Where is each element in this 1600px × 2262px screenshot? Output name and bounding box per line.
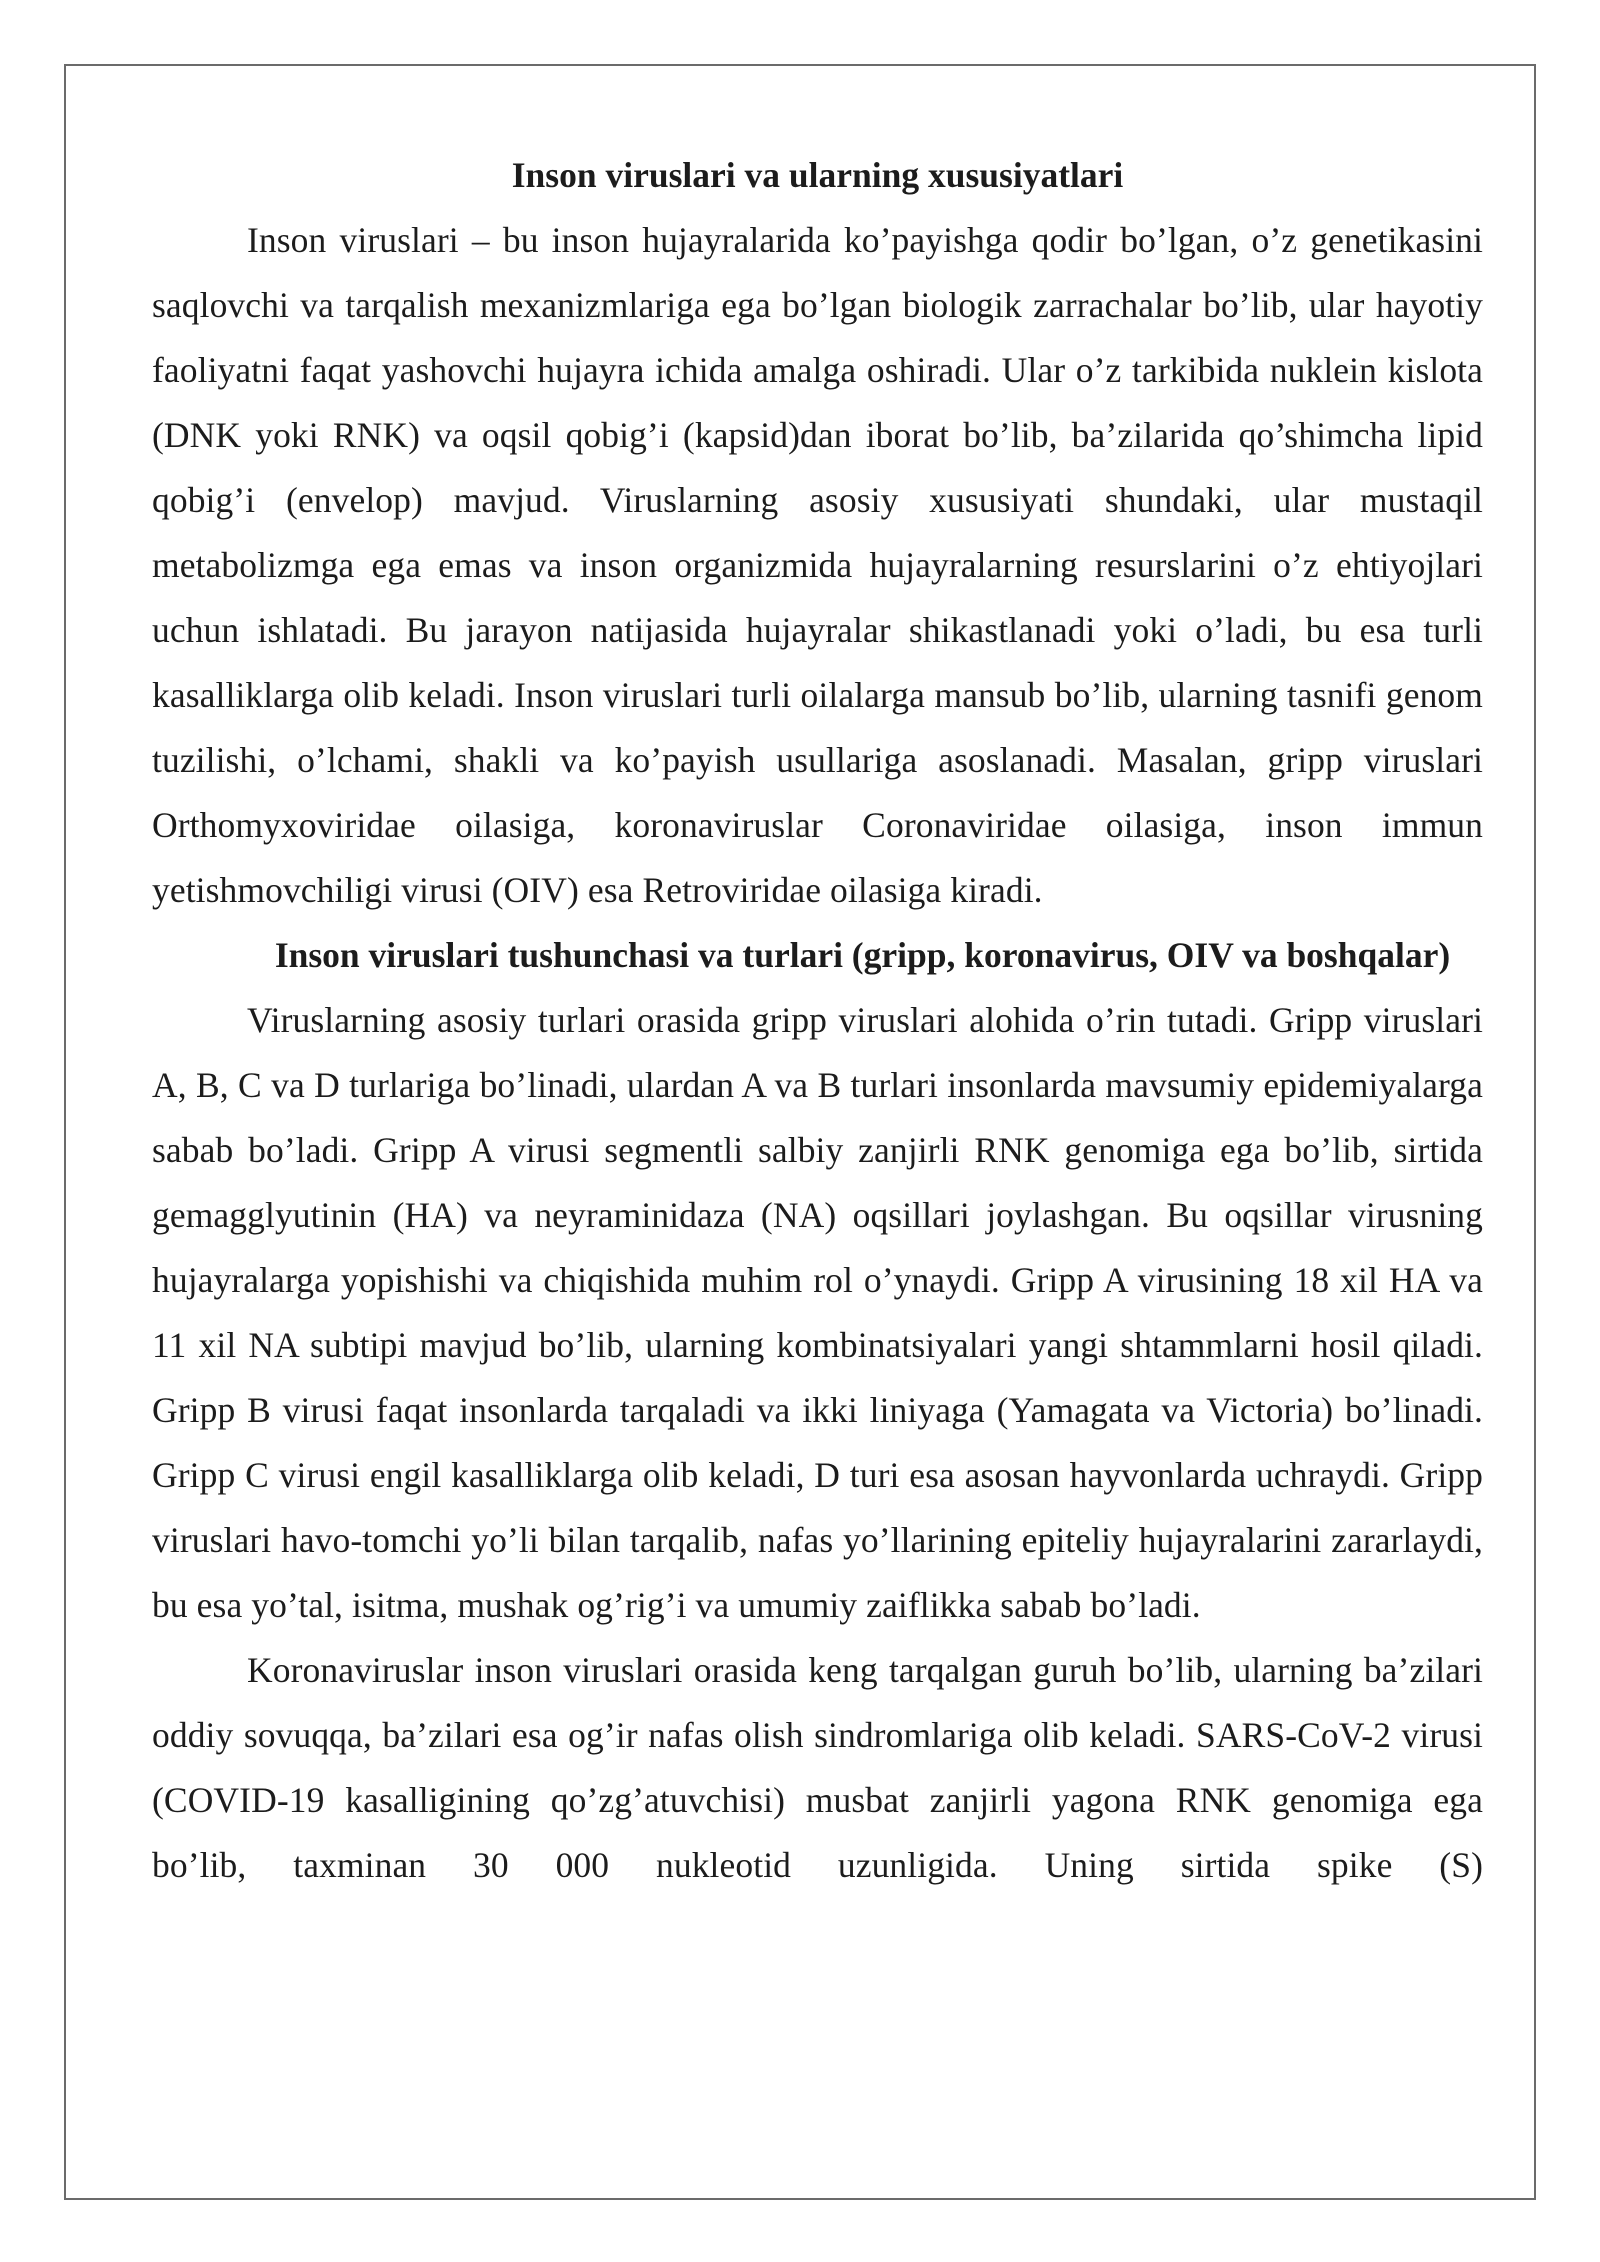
influenza-paragraph: Viruslarning asosiy turlari orasida gripp viruslari alohida o’rin tutadi. Gripp viruslari A, B, C va D turlariga bo’linadi, ulardan A va B turlari insonlarda mavsumiy epidemiyalarga sabab bo’ladi. Gripp A virusi segmentli salbiy zanjirli RNK genomiga ega bo’lib, sirtida gemagglyutinin (HA) va neyraminidaza (NA) oqsillari joylashgan. Bu oqsillar virusning hujayralarga yopishishi va chiqishida muhim rol o’ynaydi. Gripp A virusining 18 xil HA va 11 xil NA subtipi mavjud bo’lib, ularning kombinatsiyalari yangi shtammlarni hosil qiladi. Gripp B virusi faqat insonlarda tarqaladi va ikki liniyaga (Yamagata va Victoria) bo’linadi. Gripp C virusi engil kasalliklarga olib keladi, D turi esa asosan hayvonlarda uchraydi. Gripp viruslari havo-tomchi yo’li bilan tarqalib, nafas yo’llarining epiteliy hujayralarini zararlaydi, bu esa yo’tal, isitma, mushak og’rig’i va umumiy zaiflikka sabab bo’ladi. xyxy=(152,1000,1483,1625)
section-heading: Inson viruslari tushunchasi va turlari (gripp, koronavirus, OIV va boshqalar) xyxy=(274,935,1451,975)
intro-paragraph: Inson viruslari – bu inson hujayralarida ko’payishga qodir bo’lgan, o’z genetikasini saqlovchi va tarqalish mexanizmlariga ega bo’lgan biologik zarrachalar bo’lib, ular hayotiy faoliyatni faqat yashovchi hujayra ichida amalga oshiradi. Ular o’z tarkibida nuklein kislota (DNK yoki RNK) va oqsil qobig’i (kapsid)dan iborat bo’lib, ba’zilarida qo’shimcha lipid qobig’i (envelop) mavjud. Viruslarning asosiy xususiyati shundaki, ular mustaqil metabolizmga ega emas va inson organizmida hujayralarning resurslarini o’z ehtiyojlari uchun ishlatadi. Bu jarayon natijasida hujayralar shikastlanadi yoki o’ladi, bu esa turli kasalliklarga olib keladi. Inson viruslari turli oilalarga mansub bo’lib, ularning tasnifi genom tuzilishi, o’lchami, shakli va ko’payish usullariga asoslanadi. Masalan, gripp viruslari Orthomyxoviridae oilasiga, koronaviruslar Coronaviridae oilasiga, inson immun yetishmovchiligi virusi (OIV) esa Retroviridae oilasiga kiradi. xyxy=(152,220,1483,910)
document-body xyxy=(152,143,1483,1898)
document-title: Inson viruslari va ularning xususiyatlari xyxy=(511,155,1124,195)
coronavirus-paragraph: Koronaviruslar inson viruslari orasida keng tarqalgan guruh bo’lib, ularning ba’zilari oddiy sovuqqa, ba’zilari esa og’ir nafas olish sindromlariga olib keladi. SARS-CoV-2 virusi (COVID-19 kasalligining qo’zg’atuvchisi) musbat zanjirli yagona RNK genomiga ega bo’lib, taxminan 30 000 nukleotid uzunligida. Uning sirtida spike (S) xyxy=(152,1650,1483,1885)
